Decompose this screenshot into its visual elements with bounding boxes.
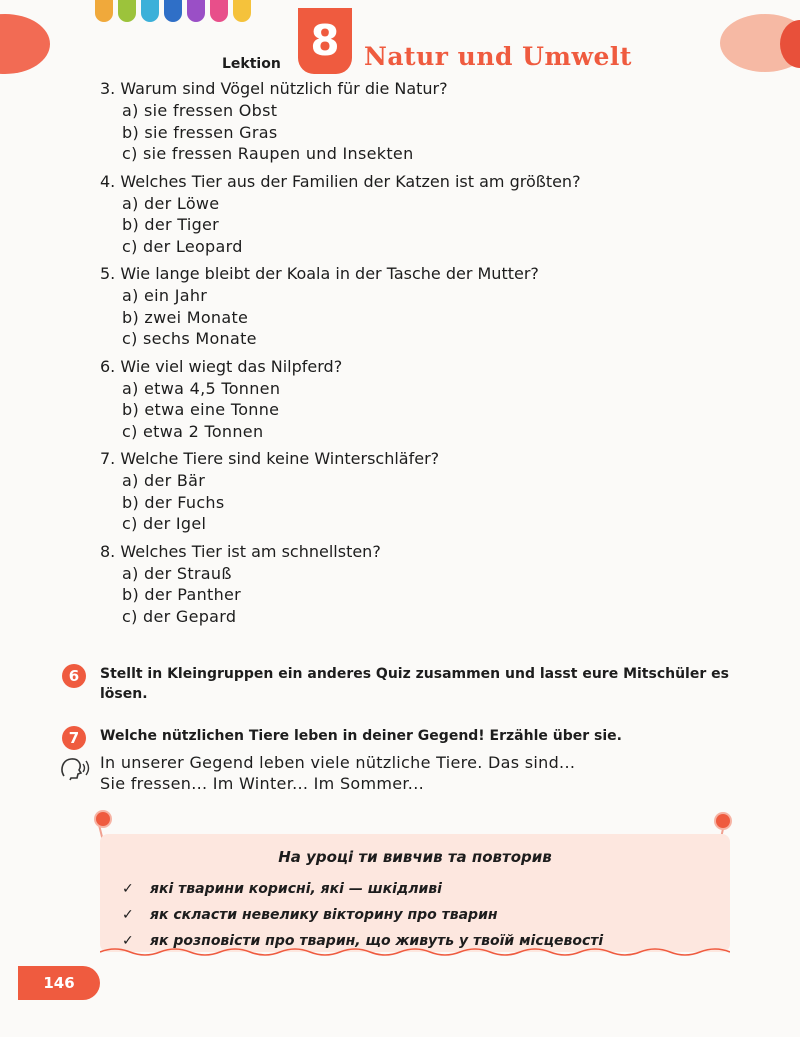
pushpin-icon [96, 812, 110, 826]
summary-item [122, 902, 603, 928]
task-instruction: Welche nützlichen Tiere leben in deiner Gegend! Erzähle über sie. [100, 728, 622, 744]
question-text: 6. Wie viel wiegt das Nilpferd? [100, 356, 343, 376]
answer-option: b) etwa eine Tonne [122, 400, 280, 419]
decorative-blob-left [0, 14, 50, 74]
quiz-question [100, 263, 660, 350]
question-text: 4. Welches Tier aus der Familien der Katzen ist am größten? [100, 171, 581, 191]
answer-option: c) sie fressen Raupen und Insekten [122, 144, 414, 163]
speech-sample [58, 752, 698, 794]
answer-option: c) der Leopard [122, 236, 243, 256]
pencil-decoration [95, 0, 251, 22]
answer-option: a) sie fressen Obst [122, 101, 278, 120]
chapter-title: Natur und Umwelt [364, 42, 632, 71]
lesson-label: Lektion [222, 56, 281, 72]
checkmark-icon: ✓ [122, 881, 134, 897]
pencil-icon [164, 0, 182, 22]
quiz-question [100, 356, 660, 443]
answer-option: c) etwa 2 Tonnen [122, 421, 264, 441]
question-text: 5. Wie lange bleibt der Koala in der Tasche der Mutter? [100, 264, 539, 283]
answer-list [100, 563, 660, 628]
summary-title: На уроці ти вивчив та повторив [278, 848, 552, 866]
summary-list [122, 876, 603, 954]
checkmark-icon: ✓ [122, 907, 134, 923]
summary-item [122, 876, 603, 902]
page-number: 146 [18, 966, 100, 1000]
lesson-number-badge: 8 [298, 8, 352, 74]
answer-list [100, 100, 660, 165]
lesson-summary-box [100, 834, 730, 952]
task-7 [62, 726, 742, 746]
answer-option: c) der Gepard [122, 606, 237, 626]
answer-list [100, 378, 660, 443]
answer-option: b) sie fressen Gras [122, 122, 278, 142]
question-text: 8. Welches Tier ist am schnellsten? [100, 541, 381, 561]
speech-line: In unserer Gegend leben viele nützliche Tiere. Das sind... [100, 753, 576, 772]
pencil-icon [95, 0, 113, 22]
pencil-icon [233, 0, 251, 22]
answer-option: b) der Tiger [122, 215, 220, 234]
answer-option: a) der Strauß [122, 563, 232, 583]
speaking-head-icon [58, 756, 92, 782]
quiz [100, 78, 660, 633]
checkmark-icon: ✓ [122, 933, 134, 949]
answer-option: a) der Bär [122, 471, 206, 490]
answer-option: b) zwei Monate [122, 307, 249, 327]
task-6 [62, 664, 742, 704]
answer-option: b) der Panther [122, 585, 242, 604]
answer-list [100, 193, 660, 258]
pencil-icon [210, 0, 228, 22]
summary-item-text: як розповісти про тварин, що живуть у твоїй місцевості [150, 933, 604, 949]
decorative-blob-right [720, 14, 800, 72]
pencil-icon [187, 0, 205, 22]
task-instruction: Stellt in Kleingruppen ein anderes Quiz zusammen und lasst eure Mitschüler es lösen. [100, 666, 729, 702]
answer-option: b) der Fuchs [122, 492, 225, 512]
answer-list [100, 470, 660, 535]
answer-option: c) der Igel [122, 514, 207, 533]
answer-option: a) etwa 4,5 Tonnen [122, 378, 281, 398]
quiz-question [100, 78, 660, 165]
wavy-divider [100, 946, 730, 958]
quiz-question [100, 448, 660, 535]
quiz-question [100, 171, 660, 258]
speech-line: Sie fressen... Im Winter... Im Sommer... [100, 774, 424, 793]
pencil-icon [141, 0, 159, 22]
answer-list [100, 285, 660, 350]
task-number-badge: 7 [62, 726, 86, 750]
summary-item-text: які тварини корисні, які — шкідливі [150, 881, 442, 897]
question-text: 3. Warum sind Vögel nützlich für die Natur? [100, 79, 448, 98]
quiz-question [100, 541, 660, 628]
pushpin-icon [716, 814, 730, 828]
task-number-badge: 6 [62, 664, 86, 688]
question-text: 7. Welche Tiere sind keine Winterschläfer? [100, 449, 440, 468]
answer-option: c) sechs Monate [122, 329, 257, 348]
pencil-icon [118, 0, 136, 22]
answer-option: a) der Löwe [122, 193, 220, 213]
answer-option: a) ein Jahr [122, 286, 208, 305]
summary-item-text: як скласти невелику вікторину про тварин [150, 907, 498, 923]
